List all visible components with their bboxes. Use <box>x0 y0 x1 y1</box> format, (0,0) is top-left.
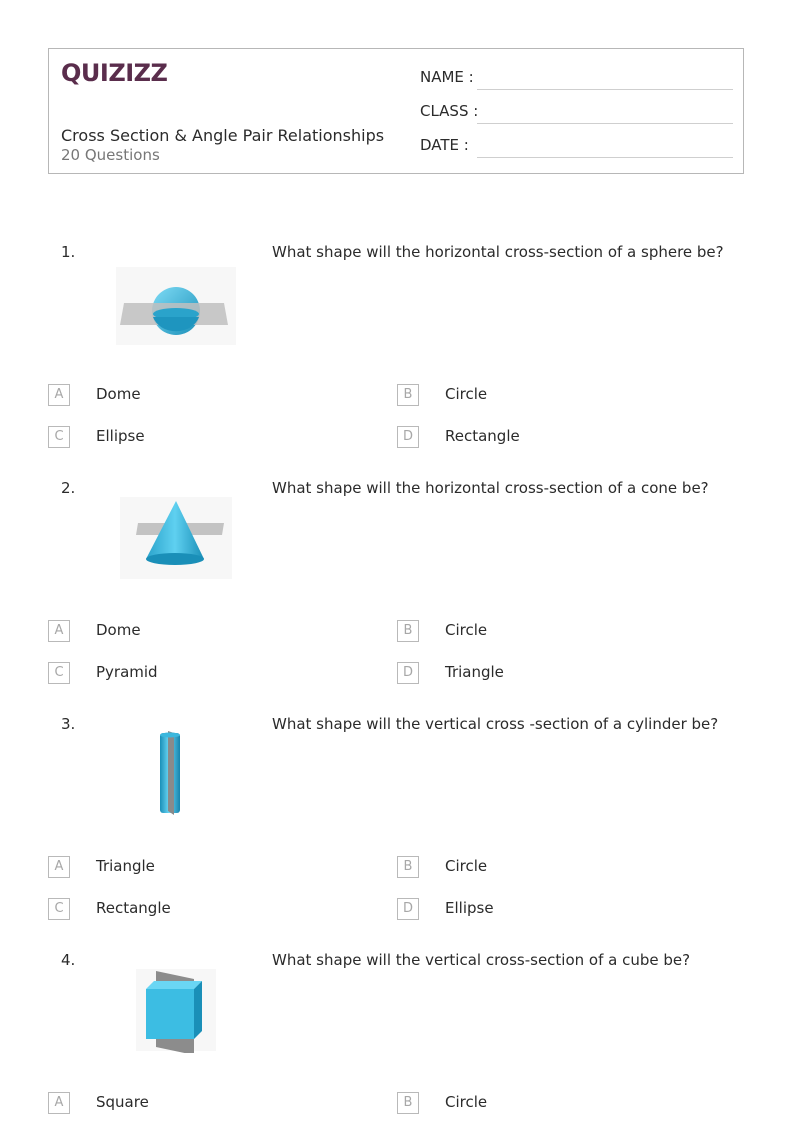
option-letter: C <box>48 662 70 684</box>
option-b[interactable] <box>397 620 697 644</box>
cylinder-cross-section-image <box>112 729 240 817</box>
option-text: Dome <box>96 385 141 403</box>
question-text: What shape will the vertical cross-section of a cube be? <box>272 951 691 969</box>
option-text: Square <box>96 1093 149 1111</box>
option-text: Rectangle <box>445 427 520 445</box>
question-3 <box>0 715 794 951</box>
option-letter: A <box>48 1092 70 1114</box>
class-label: CLASS : <box>420 102 479 120</box>
option-letter: A <box>48 856 70 878</box>
option-a[interactable] <box>48 384 348 408</box>
option-letter: B <box>397 856 419 878</box>
option-c[interactable] <box>48 426 348 450</box>
option-c[interactable] <box>48 662 348 686</box>
option-letter: C <box>48 426 70 448</box>
name-line[interactable] <box>477 89 733 90</box>
option-text: Ellipse <box>445 899 494 917</box>
option-c[interactable] <box>48 898 348 922</box>
question-number: 4. <box>61 951 76 969</box>
option-b[interactable] <box>397 856 697 880</box>
option-text: Circle <box>445 1093 488 1111</box>
sphere-cross-section-image <box>112 257 240 345</box>
name-label: NAME : <box>420 68 474 86</box>
cone-cross-section-image <box>112 493 240 581</box>
option-text: Circle <box>445 621 488 639</box>
question-text: What shape will the horizontal cross-section of a cone be? <box>272 479 709 497</box>
option-b[interactable] <box>397 1092 697 1116</box>
date-line[interactable] <box>477 157 733 158</box>
date-label: DATE : <box>420 136 469 154</box>
option-b[interactable] <box>397 384 697 408</box>
option-text: Circle <box>445 385 488 403</box>
name-field[interactable] <box>420 66 733 90</box>
cube-cross-section-image <box>112 965 240 1053</box>
question-number: 1. <box>61 243 76 261</box>
question-count: 20 Questions <box>61 146 160 164</box>
option-text: Ellipse <box>96 427 145 445</box>
option-d[interactable] <box>397 662 697 686</box>
option-d[interactable] <box>397 898 697 922</box>
worksheet-title: Cross Section & Angle Pair Relationships <box>61 126 385 145</box>
option-text: Triangle <box>96 857 155 875</box>
option-letter: D <box>397 898 419 920</box>
option-letter: B <box>397 1092 419 1114</box>
quizizz-logo: QUIZIZZ <box>61 59 168 87</box>
option-letter: B <box>397 620 419 642</box>
class-field[interactable] <box>420 100 733 124</box>
question-text: What shape will the vertical cross -section of a cylinder be? <box>272 715 719 733</box>
option-text: Triangle <box>445 663 504 681</box>
question-2 <box>0 479 794 715</box>
question-number: 3. <box>61 715 76 733</box>
option-text: Pyramid <box>96 663 158 681</box>
option-text: Rectangle <box>96 899 171 917</box>
class-line[interactable] <box>477 123 733 124</box>
option-a[interactable] <box>48 620 348 644</box>
option-a[interactable] <box>48 856 348 880</box>
option-text: Dome <box>96 621 141 639</box>
option-letter: D <box>397 662 419 684</box>
question-number: 2. <box>61 479 76 497</box>
option-letter: A <box>48 384 70 406</box>
question-1 <box>0 243 794 479</box>
option-letter: C <box>48 898 70 920</box>
option-d[interactable] <box>397 426 697 450</box>
date-field[interactable] <box>420 134 733 158</box>
option-letter: A <box>48 620 70 642</box>
question-4 <box>0 951 794 1123</box>
option-text: Circle <box>445 857 488 875</box>
option-letter: D <box>397 426 419 448</box>
option-letter: B <box>397 384 419 406</box>
question-text: What shape will the horizontal cross-section of a sphere be? <box>272 243 724 261</box>
worksheet-header <box>48 48 744 174</box>
option-a[interactable] <box>48 1092 348 1116</box>
